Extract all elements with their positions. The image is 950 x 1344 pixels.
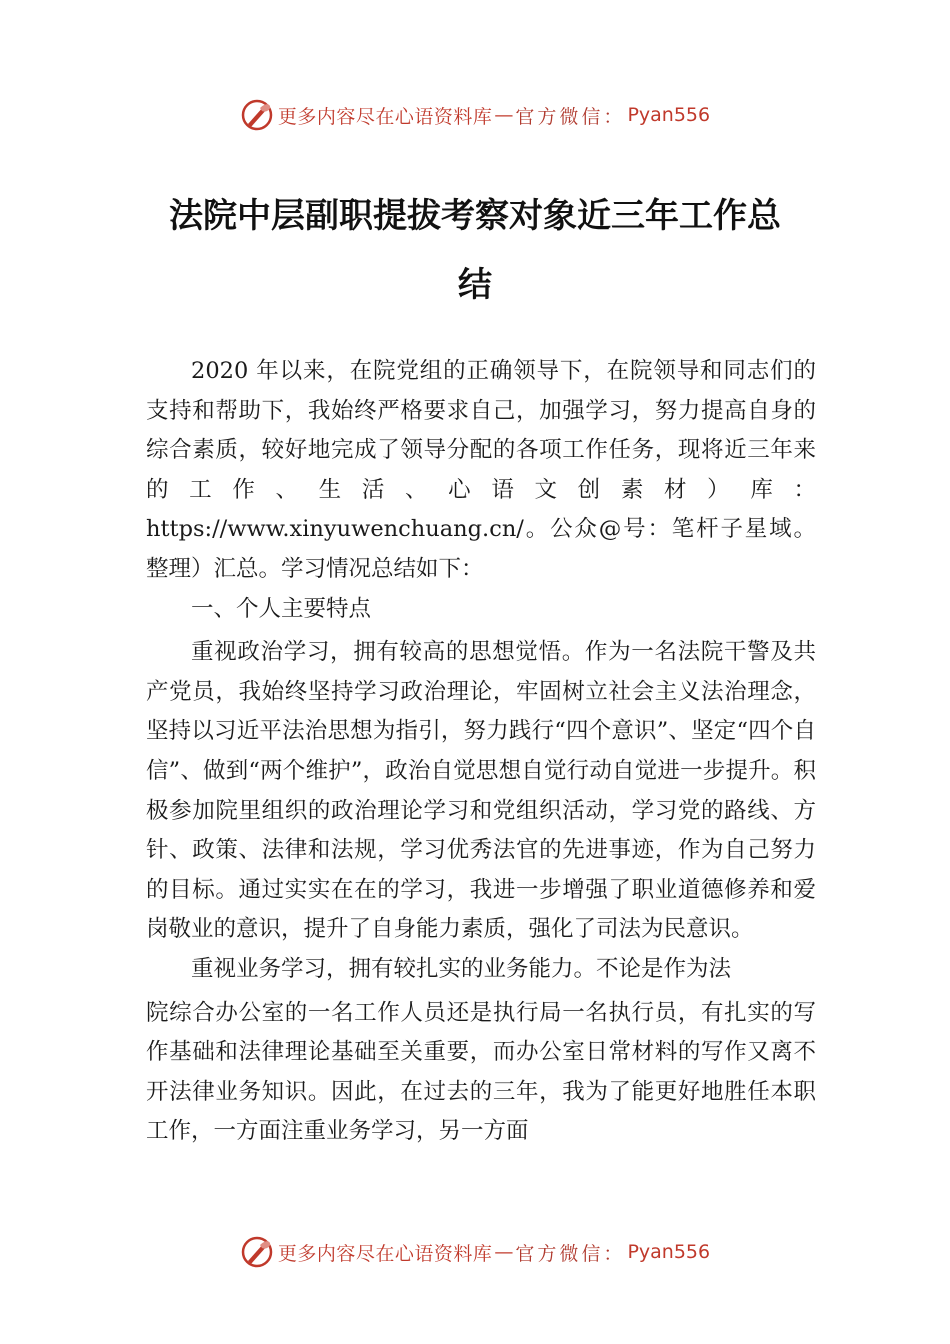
paragraph-political-study: 重视政治学习，拥有较高的思想觉悟。作为一名法院干警及共产党员，我始终坚持学习政治理论，牢固树立社会主义法治理念，坚持以习近平法治思想为指引，努力践行“四个意识”、坚定“四个自信”、做到“两个维护”，政治自觉思想自觉行动自觉进一步提升。积极参加院里组织的政治理论学习和党组织活动，学习党的路线、方针、政策、法律和法规，学习优秀法官的先进事迹，作为自己努力的目标。通过实实在在的学习，我进一步增强了职业道德修养和爱岗敬业的意识，提升了自身能力素质，强化了司法为民意识。	[146, 639, 816, 943]
paragraph-intro: 2020 年以来，在院党组的正确领导下，在院领导和同志们的支持和帮助下，我始终严格要求自己，加强学习，努力提高自身的综合素质，较好地完成了领导分配的各项工作任务，现将近三年来的工作、生活、心语文创素材）库：https://www.xinyuwenchuang.cn/。公众@号：笔杆子星域。整理）汇总。学习情况总结如下：	[146, 358, 816, 582]
footer-watermark	[0, 1232, 950, 1272]
document-title-line-1: 法院中层副职提拔考察对象近三年工作总	[169, 196, 781, 236]
watermark-wechat-id: Pyan556	[627, 1241, 711, 1263]
watermark-text: 更多内容尽在心语资料库	[277, 1242, 493, 1265]
watermark-wechat-id: Pyan556	[627, 104, 711, 126]
header-watermark	[0, 95, 950, 135]
watermark-text: 更多内容尽在心语资料库	[277, 105, 493, 128]
quill-logo-icon	[240, 98, 274, 132]
paragraph-business-study-first-line: 重视业务学习，拥有较扎实的业务能力。不论是作为法	[191, 955, 732, 982]
watermark-wechat-label: 官方微信：	[515, 1242, 626, 1265]
watermark-dash: —	[494, 104, 514, 126]
section-heading-1: 一、个人主要特点	[191, 595, 372, 622]
document-title-line-2: 结	[458, 265, 492, 305]
watermark-dash: —	[494, 1241, 514, 1263]
quill-logo-icon	[240, 1235, 274, 1269]
document-body	[146, 352, 816, 1152]
paragraph-business-study-rest: 院综合办公室的一名工作人员还是执行局一名执行员，有扎实的写作基础和法律理论基础至关重要，而办公室日常材料的写作又离不开法律业务知识。因此，在过去的三年，我为了能更好地胜任本职工作，一方面注重业务学习，另一方面	[146, 999, 816, 1145]
watermark-wechat-label: 官方微信：	[515, 105, 626, 128]
